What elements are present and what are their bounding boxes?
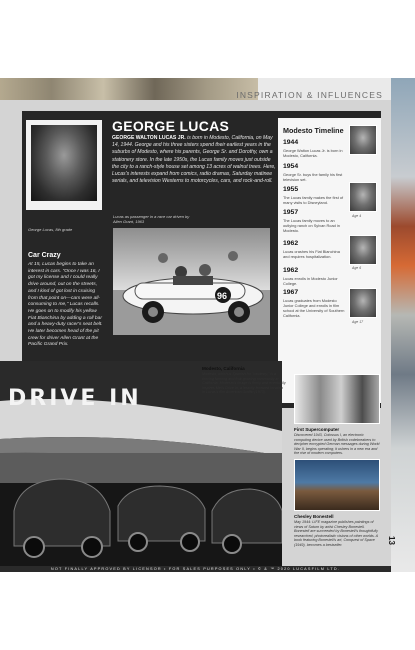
- timeline-text: Lucas crashes his Fiat Bianchina and requires hospitalization.: [283, 249, 340, 259]
- timeline-text: Lucas graduates from Modesto Junior College and enrolls in film school at the University of Southern California.: [283, 298, 345, 318]
- page-number: 13: [387, 536, 396, 545]
- modesto-caption: Modesto, which is Spanish for "modesty," is a thriving farming and fruit-growing community in California. Modesto's image is firmly and eventually inspires Mel's Drive In, a heavily featured location in Lucas's film American Graffiti (1973).: [202, 372, 286, 395]
- profile-name: GEORGE LUCAS: [112, 118, 230, 134]
- svg-text:96: 96: [217, 291, 228, 301]
- footer-text: NOT FINALLY APPROVED BY LICENSOR • FOR SALES PURPOSES ONLY • © & ™ 2020 LUCASFILM LTD.: [50, 567, 341, 571]
- car-crazy-heading: Car Crazy: [28, 252, 61, 259]
- timeline-photo-baby: [349, 125, 377, 155]
- right-edge-photo-strip: [391, 78, 415, 572]
- timeline-photo-caption: Age 6: [352, 266, 362, 270]
- colossus-photo: [294, 374, 380, 424]
- section-title: INSPIRATION & INFLUENCES: [236, 90, 383, 100]
- timeline-photo-age-4: [349, 182, 377, 212]
- timeline-text: George Sr. buys the family his first television set.: [283, 172, 343, 182]
- timeline-year: 1962: [283, 267, 299, 274]
- timeline-photo-age-6: [349, 235, 377, 265]
- timeline-title: Modesto Timeline: [283, 126, 344, 135]
- timeline-text: Lucas enrolls in Modesto Junior College.: [283, 276, 338, 286]
- timeline-photo-age-17: [349, 288, 377, 318]
- supercomputer-title: First Supercomputer: [294, 427, 340, 432]
- timeline-year: 1967: [283, 289, 299, 296]
- race-car-photo: [113, 228, 270, 335]
- portrait-photo: [26, 120, 102, 210]
- race-car-illustration: [113, 228, 270, 335]
- timeline-year: 1957: [283, 209, 299, 216]
- bonestell-saturn-painting: [294, 459, 380, 511]
- car-crazy-text: At 15, Lucas begins to take an interest in cars. "Once I was 16, I got my license and I could really drive around, out on the streets, and I kind of got lost in cruising from that point on—cars were all-consuming to me," Lucas recalls. He goes on to modify his yellow Fiat Bianchina by adding a roll bar and a heavy-duty racer's seat belt. He later becomes head of the pit crew for driver Allen Grant at the Pacific Grand Prix.: [28, 262, 103, 348]
- timeline-year: 1955: [283, 186, 299, 193]
- portrait-caption: George Lucas, 8th grade: [28, 227, 73, 232]
- timeline-year: 1944: [283, 139, 299, 146]
- timeline-text: The Lucas family moves to an outlying ranch on Sylvan Road in Modesto.: [283, 218, 340, 233]
- bio-text: is born in Modesto, California, on May 14, 1944. George and his three sisters spend their earliest years in the suburbs of Modesto, where his parents, George Sr. and Dorothy, own a stationery store. In the late 1950s, the Lucas family moves just outside the city to a ranch-style house set among 13 acres of walnut trees. Here, Lucas's interests expand from comics, radio dramas, Saturday matinee serials, and television Westerns to motorcycles, cars, and rock-and-roll.: [112, 135, 276, 185]
- top-banner-photo: [0, 78, 258, 100]
- profile-bio: [112, 135, 278, 185]
- bio-lead: GEORGE WALTON LUCAS JR.: [112, 135, 186, 141]
- timeline-photo-caption: Age 4: [352, 214, 362, 218]
- modesto-caption-title: Modesto, California: [202, 366, 245, 371]
- bonestell-title: Chesley Bonestell: [294, 514, 334, 519]
- timeline-text: George Walton Lucas Jr. is born in Modesto, California.: [283, 148, 343, 158]
- bonestell-caption: May 1944: LIFE magazine publishes paintings of views of Saturn by artist Chesley Bonestell. Bonestell are succeeded by Bonestell's thoughtfully researched, photorealistic visions of other worlds. A book featuring Bonestell's art, Conquest of Space (1949), becomes a bestseller.: [294, 520, 378, 547]
- footer-bar: [0, 566, 391, 572]
- timeline-text: The Lucas family makes the first of many visits to Disneyland.: [283, 195, 344, 205]
- drive-in-sign: DRIVE IN: [8, 386, 142, 411]
- timeline-year: 1954: [283, 163, 299, 170]
- timeline-year: 1962: [283, 240, 299, 247]
- supercomputer-caption: Discovered 1943, Colossus I, an electronic computing device used by British codebreakers to decipher encrypted German messages during World War II, begins operating; it ushers in a new era and the rise of modern computers.: [294, 433, 380, 456]
- timeline-photo-caption: Age 17: [352, 320, 364, 324]
- race-car-caption: Lucas as passenger in a race car driven by Allen Grant, 1963: [113, 214, 190, 224]
